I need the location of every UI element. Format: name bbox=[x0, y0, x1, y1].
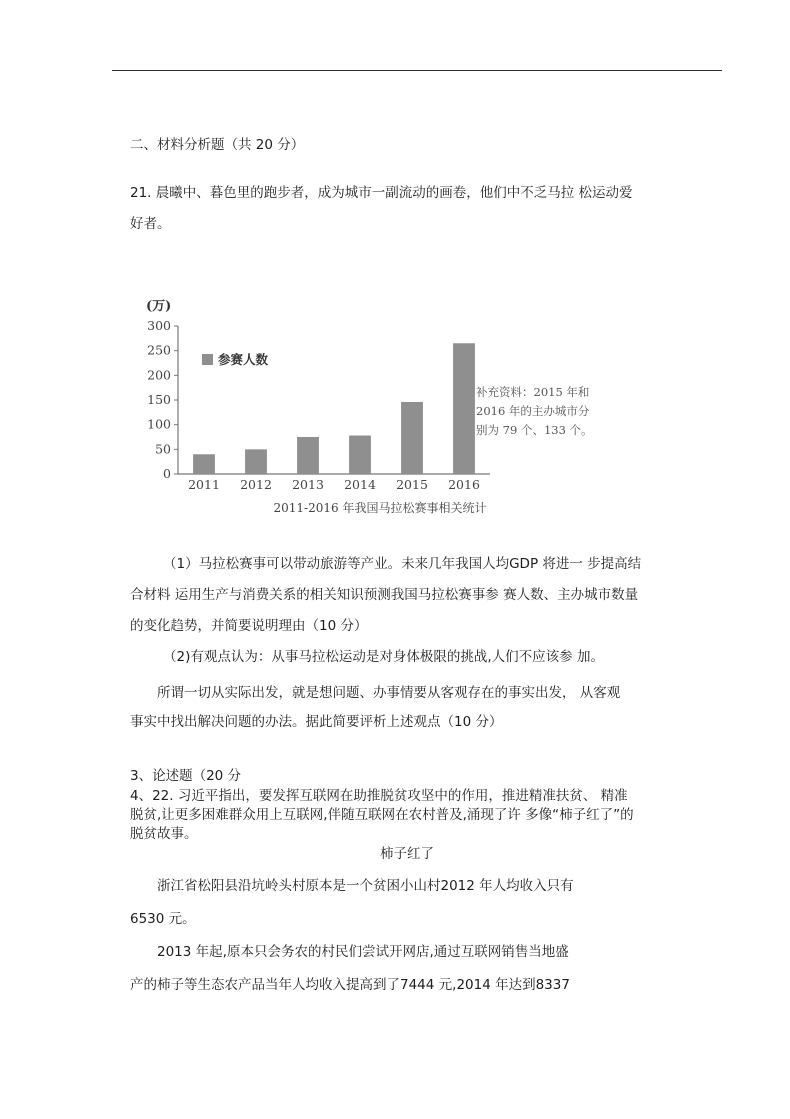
chart-unit-label: (万) bbox=[146, 299, 172, 314]
legend-label: 参赛人数 bbox=[218, 352, 269, 367]
header-rule bbox=[112, 70, 722, 71]
story-p1-line2: 6530 元。 bbox=[130, 911, 196, 927]
y-tick-label: 300 bbox=[147, 318, 171, 333]
bar-2015 bbox=[401, 402, 423, 474]
y-tick-label: 250 bbox=[147, 342, 171, 358]
y-tick-label: 50 bbox=[155, 441, 171, 457]
annotation-line3: 别为 79 个、133 个。 bbox=[476, 423, 593, 437]
y-tick-label: 100 bbox=[147, 416, 171, 432]
bar-2016 bbox=[453, 343, 475, 474]
bar-2012 bbox=[245, 449, 267, 474]
q21-part1-line2: 合材料 运用生产与消费关系的相关知识预测我国马拉松赛事参 赛人数、主办城市数量 bbox=[130, 587, 639, 603]
x-tick-label: 2015 bbox=[396, 477, 428, 492]
legend-swatch bbox=[202, 354, 213, 365]
y-tick-label: 0 bbox=[163, 466, 171, 481]
q21-part1-line3: 的变化趋势，并简要说明理由（10 分） bbox=[130, 618, 368, 634]
x-axis bbox=[188, 477, 480, 492]
story-p2-line1: 2013 年起,原本只会务农的村民们尝试开网店,通过互联网销售当地盛 bbox=[157, 944, 569, 960]
section3-heading: 3、论述题（20 分 bbox=[130, 768, 242, 784]
annotation-line1: 补充资料：2015 年和 bbox=[476, 385, 590, 399]
bar-2011 bbox=[193, 454, 215, 474]
section2-heading: 二、材料分析题（共 20 分） bbox=[130, 137, 305, 153]
marathon-bar-chart bbox=[130, 288, 620, 528]
x-tick-label: 2011 bbox=[188, 477, 220, 492]
y-tick-label: 150 bbox=[147, 392, 171, 407]
story-p1-line1: 浙江省松阳县沿坑岭头村原本是一个贫困小山村2012 年人均收入只有 bbox=[157, 878, 574, 894]
q21-part2-line1: （2)有观点认为：从事马拉松运动是对身体极限的挑战,人们不应该参 加。 bbox=[163, 649, 604, 665]
x-tick-label: 2013 bbox=[292, 477, 324, 492]
annotation-line2: 2016 年的主办城市分 bbox=[476, 404, 590, 418]
q22-line2: 脱贫,让更多困难群众用上互联网,伴随互联网在农村普及,涌现了许 多像“柿子红了”的 bbox=[130, 807, 634, 823]
story-title: 柿子红了 bbox=[380, 846, 434, 862]
x-tick-label: 2016 bbox=[448, 477, 480, 492]
q21-part2-line2: 所谓一切从实际出发，就是想问题、办事情要从客观存在的事实出发， 从客观 bbox=[157, 685, 621, 701]
q21-part2-line3: 事实中找出解决问题的办法。据此简要评析上述观点（10 分） bbox=[130, 714, 503, 730]
q22-line3: 脱贫故事。 bbox=[130, 826, 198, 842]
x-tick-label: 2014 bbox=[344, 477, 376, 492]
x-tick-label: 2012 bbox=[240, 477, 272, 492]
chart-title: 2011-2016 年我国马拉松赛事相关统计 bbox=[273, 501, 487, 515]
bar-2014 bbox=[349, 436, 371, 474]
bar-2013 bbox=[297, 437, 319, 474]
y-tick-label: 200 bbox=[147, 367, 171, 383]
q21-text-line2: 好者。 bbox=[130, 216, 171, 232]
story-p2-line2: 产的柿子等生态农产品当年人均收入提高到了7444 元,2014 年达到8337 bbox=[130, 977, 570, 993]
q22-line1: 4、22. 习近平指出，要发挥互联网在助推脱贫攻坚中的作用，推进精准扶贫、 精准 bbox=[130, 788, 628, 804]
q21-part1-line1: （1）马拉松赛事可以带动旅游等产业。未来几年我国人均GDP 将进一 步提高结 bbox=[163, 556, 642, 572]
q21-text-line1: 21. 晨曦中、暮色里的跑步者，成为城市一副流动的画卷，他们中不乏马拉 松运动爱 bbox=[130, 185, 633, 201]
